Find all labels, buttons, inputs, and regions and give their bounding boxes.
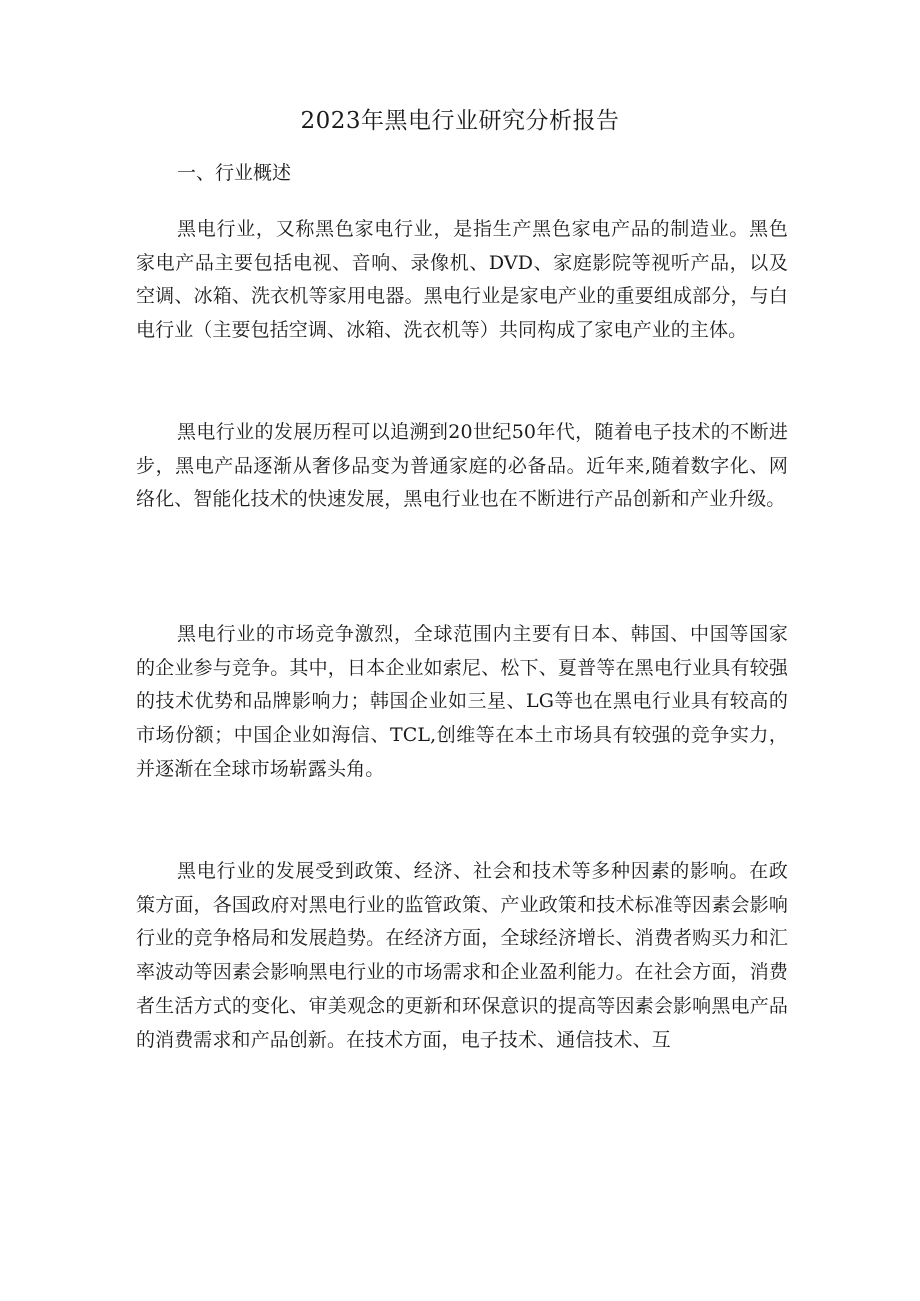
- section-heading: 一、行业概述: [177, 162, 292, 184]
- document-title: 2023年黑电行业研究分析报告: [300, 108, 620, 134]
- paragraph-industry-history: 黑电行业的发展历程可以追溯到20世纪50年代，随着电子技术的不断进步，黑电产品逐渐从奢侈品变为普通家庭的必备品。近年来,随着数字化、网络化、智能化技术的快速发展，黑电行业也在不断进行产品创新和产业升级。: [136, 421, 788, 511]
- paragraph-market-competition: 黑电行业的市场竞争激烈，全球范围内主要有日本、韩国、中国等国家的企业参与竞争。其中，日本企业如索尼、松下、夏普等在黑电行业具有较强的技术优势和品牌影响力；韩国企业如三星、LG等也在黑电行业具有较高的市场份额；中国企业如海信、TCL,创维等在本土市场具有较强的竞争实力，并逐渐在全球市场崭露头角。: [136, 623, 788, 780]
- paragraph-industry-definition: 黑电行业，又称黑色家电行业，是指生产黑色家电产品的制造业。黑色家电产品主要包括电视、音响、录像机、DVD、家庭影院等视听产品，以及空调、冰箱、洗衣机等家用电器。黑电行业是家电产业的重要组成部分，与白电行业（主要包括空调、冰箱、洗衣机等）共同构成了家电产业的主体。: [136, 218, 788, 342]
- paragraph-influencing-factors: 黑电行业的发展受到政策、经济、社会和技术等多种因素的影响。在政策方面，各国政府对黑电行业的监管政策、产业政策和技术标准等因素会影响行业的竞争格局和发展趋势。在经济方面，全球经济增长、消费者购买力和汇率波动等因素会影响黑电行业的市场需求和企业盈利能力。在社会方面，消费者生活方式的变化、审美观念的更新和环保意识的提高等因素会影响黑电产品的消费需求和产品创新。在技术方面，电子技术、通信技术、互: [136, 860, 788, 1051]
